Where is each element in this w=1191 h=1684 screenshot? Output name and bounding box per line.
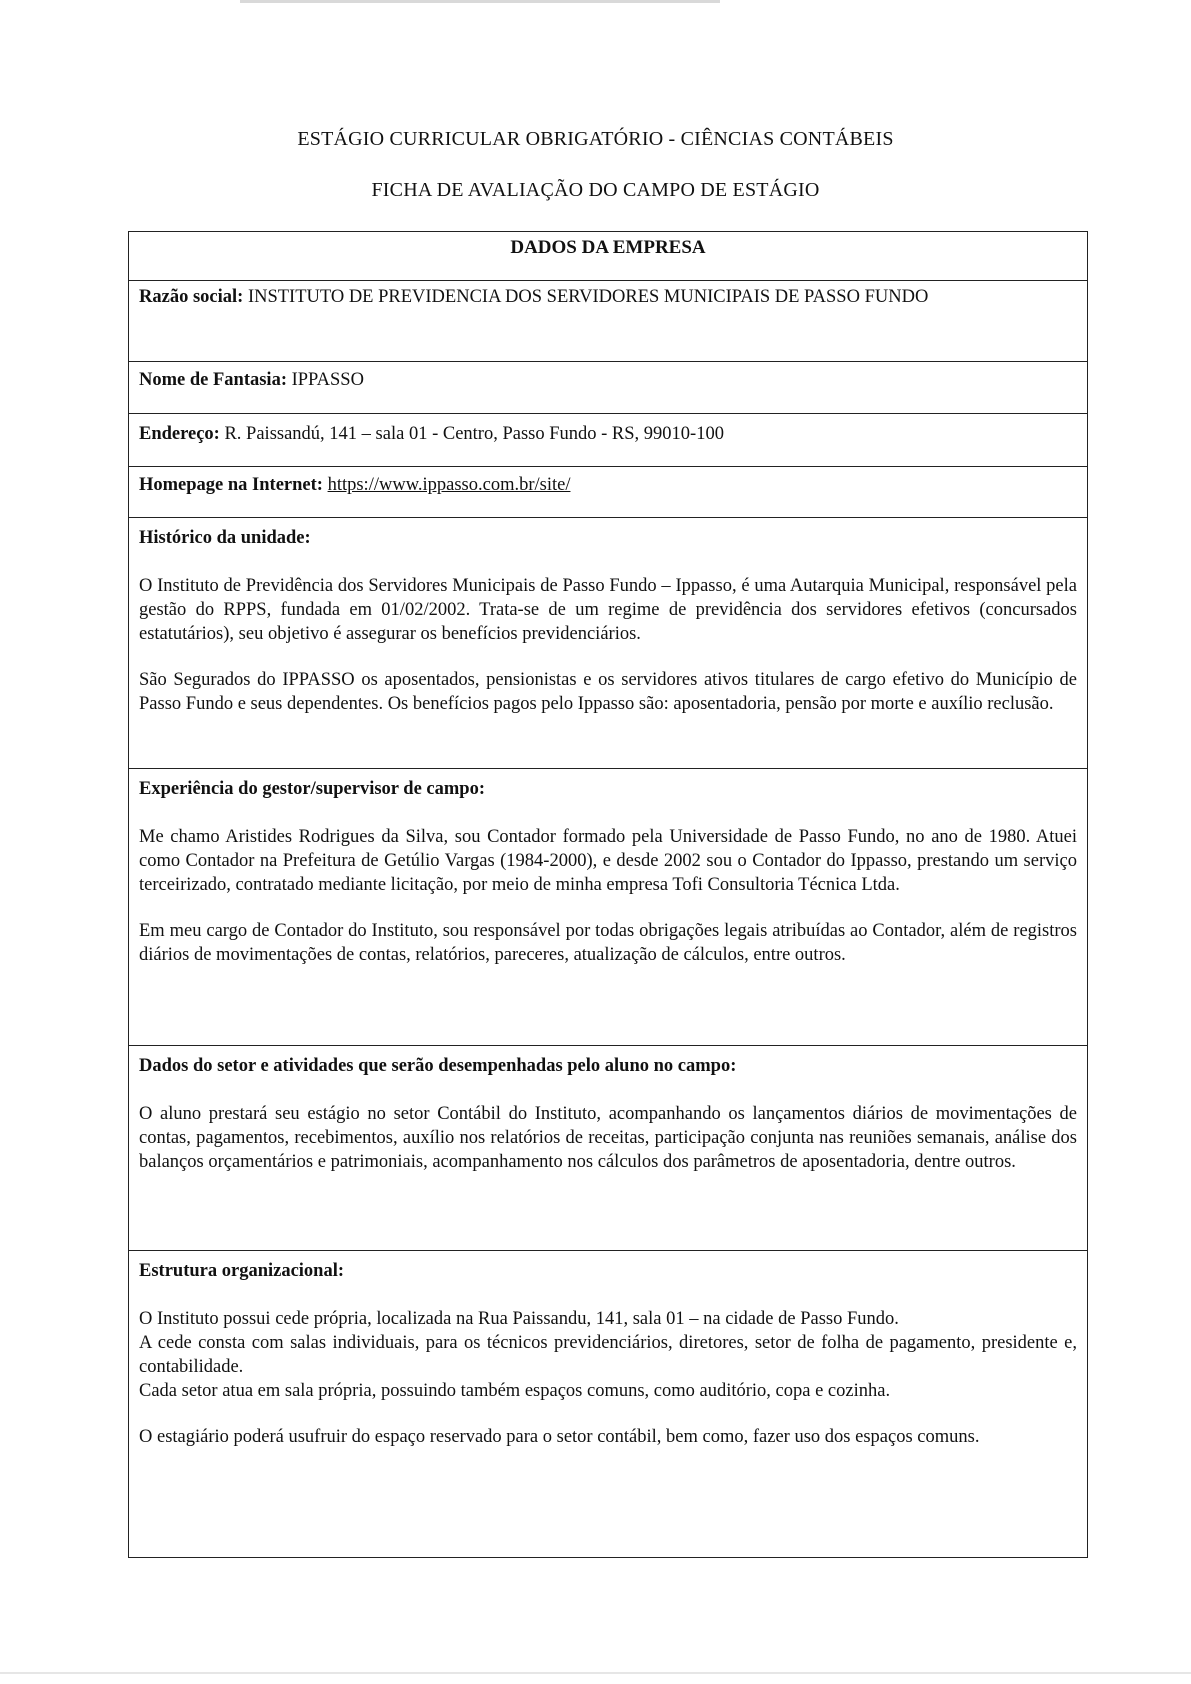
endereco-value: R. Paissandú, 141 – sala 01 - Centro, Passo Fundo - RS, 99010-100: [224, 424, 724, 444]
header-line-1: ESTÁGIO CURRICULAR OBRIGATÓRIO - CIÊNCIAS CONTÁBEIS: [297, 128, 894, 150]
nome-fantasia-label: Nome de Fantasia:: [139, 370, 287, 390]
experiencia-section: [129, 768, 1087, 1045]
setor-paragraph-1: O aluno prestará seu estágio no setor Contábil do Instituto, acompanhando os lançamentos diários de movimentações de contas, pagamentos, recebimentos, auxílio nos relatórios de receitas, participação conjunta nas reuniões semanais, análise dos balanços orçamentários e patrimoniais, acompanhamento nos cálculos dos parâmetros de aposentadoria, dentre outros.: [139, 1104, 1077, 1172]
form-title: DADOS DA EMPRESA: [510, 237, 706, 258]
estrutura-paragraph-1: O Instituto possui cede própria, localizada na Rua Paissandu, 141, sala 01 – na cidade de Passo Fundo.: [139, 1309, 899, 1329]
endereco-label: Endereço:: [139, 424, 220, 444]
historico-label: Histórico da unidade:: [139, 528, 311, 548]
razao-social-label: Razão social:: [139, 287, 244, 307]
historico-section: [129, 517, 1087, 768]
homepage-link[interactable]: https://www.ippasso.com.br/site/: [327, 475, 571, 495]
scan-artifact-bottom: [0, 1672, 1191, 1674]
razao-social-row: [129, 280, 1087, 361]
endereco-row: [129, 413, 1087, 466]
homepage-label: Homepage na Internet:: [139, 475, 323, 495]
razao-social-value: INSTITUTO DE PREVIDENCIA DOS SERVIDORES MUNICIPAIS DE PASSO FUNDO: [247, 287, 929, 307]
historico-paragraph-2: São Segurados do IPPASSO os aposentados, pensionistas e os servidores ativos titulares de cargo efetivo do Município de Passo Fundo e seus dependentes. Os benefícios pagos pelo Ippasso são: aposentadoria, pensão por morte e auxílio reclusão.: [139, 670, 1077, 714]
company-data-form: [128, 231, 1088, 1558]
estrutura-section: [129, 1250, 1087, 1557]
setor-label: Dados do setor e atividades que serão desempenhadas pelo aluno no campo:: [139, 1056, 737, 1076]
nome-fantasia-value: IPPASSO: [291, 370, 364, 390]
estrutura-paragraph-2: A cede consta com salas individuais, para os técnicos previdenciários, diretores, setor de folha de pagamento, presidente e, contabilidade.: [139, 1333, 1077, 1377]
nome-fantasia-row: [129, 361, 1087, 413]
document-header: [0, 128, 1191, 202]
historico-paragraph-1: O Instituto de Previdência dos Servidores Municipais de Passo Fundo – Ippasso, é uma Autarquia Municipal, responsável pela gestão do RPPS, fundada em 01/02/2002. Trata-se de um regime de previdência dos servidores efetivos (concursados estatutários), seu objetivo é assegurar os benefícios previdenciários.: [139, 576, 1077, 644]
estrutura-paragraph-3: Cada setor atua em sala própria, possuindo também espaços comuns, como auditório, copa e cozinha.: [139, 1381, 891, 1401]
experiencia-paragraph-2: Em meu cargo de Contador do Instituto, sou responsável por todas obrigações legais atribuídas ao Contador, além de registros diários de movimentações de contas, relatórios, pareceres, atualização de cálculos, entre outros.: [139, 921, 1077, 965]
experiencia-paragraph-1: Me chamo Aristides Rodrigues da Silva, sou Contador formado pela Universidade de Passo Fundo, no ano de 1980. Atuei como Contador na Prefeitura de Getúlio Vargas (1984-2000), e desde 2002 sou o Contador do Ippasso, prestando um serviço terceirizado, contratado mediante licitação, por meio de minha empresa Tofi Consultoria Técnica Ltda.: [139, 827, 1077, 895]
estrutura-label: Estrutura organizacional:: [139, 1261, 345, 1281]
header-line-2: FICHA DE AVALIAÇÃO DO CAMPO DE ESTÁGIO: [371, 179, 820, 201]
homepage-row: [129, 466, 1087, 517]
estrutura-paragraph-4: O estagiário poderá usufruir do espaço reservado para o setor contábil, bem como, fazer uso dos espaços comuns.: [139, 1427, 980, 1447]
experiencia-label: Experiência do gestor/supervisor de campo:: [139, 779, 485, 799]
setor-section: [129, 1045, 1087, 1250]
scan-artifact-top: [240, 0, 720, 3]
